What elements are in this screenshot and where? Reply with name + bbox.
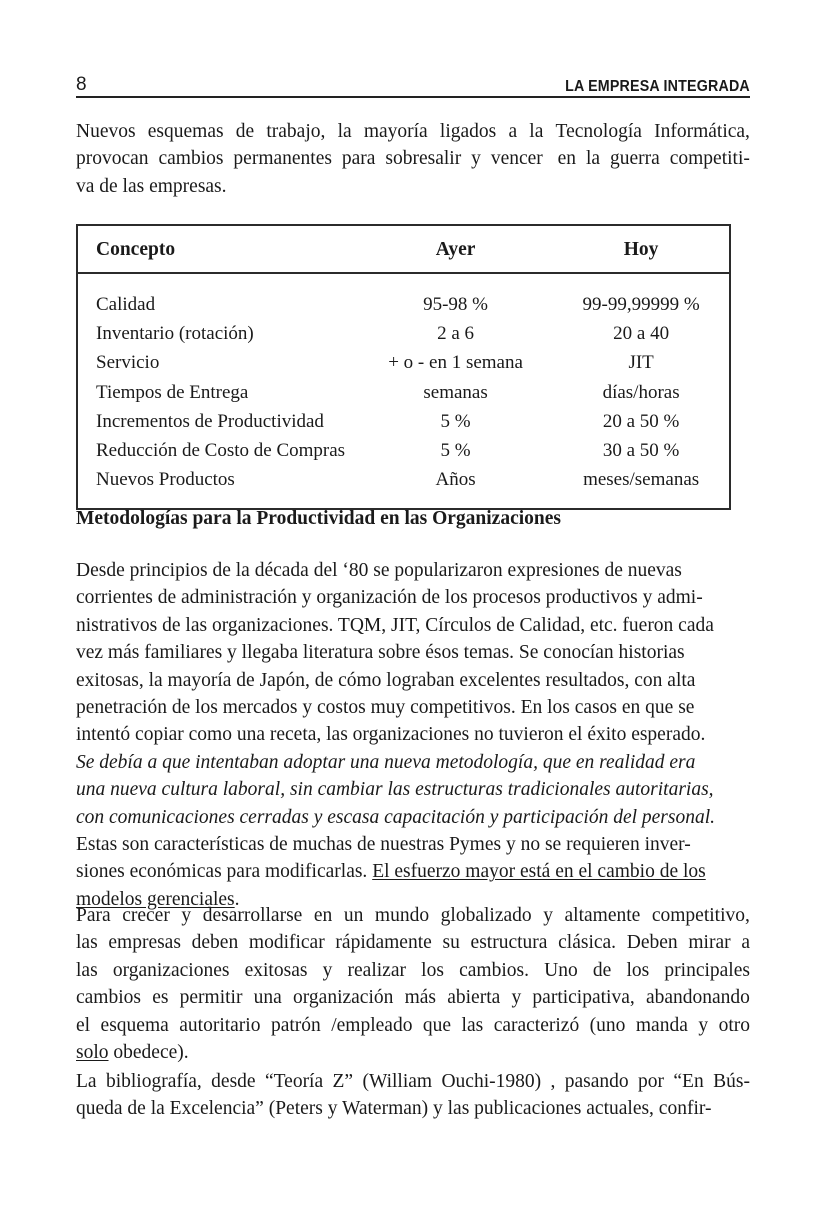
table-header-row <box>78 226 729 273</box>
paragraph-methodologies <box>76 557 750 913</box>
cell-ayer: 5 % <box>440 410 471 432</box>
paragraph-line: nistrativos de las organizaciones. TQM, JIT, Círculos de Calidad, etc. fueron cada <box>76 614 714 636</box>
paragraph-growth <box>76 902 750 1066</box>
paragraph-line: exitosas, la mayoría de Japón, de cómo lograban excelentes resultados, con alta <box>76 669 696 691</box>
paragraph-bibliography <box>76 1068 750 1123</box>
table-row <box>78 378 729 407</box>
page-number: 8 <box>76 74 87 95</box>
paragraph-line: vez más familiares y llegaba literatura sobre ésos temas. Se conocían historias <box>76 642 685 664</box>
paragraph-line: cambios es permitir una organización más abierta y participativa, abandonando <box>76 987 750 1009</box>
table-header-concepto: Concepto <box>78 226 358 273</box>
paragraph-line-italic: una nueva cultura laboral, sin cambiar las estructuras tradicionales autoritarias, <box>76 779 714 801</box>
plain-run: siones económicas para modificarlas. <box>76 861 373 883</box>
table-row <box>78 407 729 436</box>
cell-ayer: 5 % <box>440 439 471 461</box>
cell-ayer: + o - en 1 semana <box>388 352 523 374</box>
cell-ayer: semanas <box>423 381 488 403</box>
book-title-header: LA EMPRESA INTEGRADA <box>565 77 750 95</box>
comparison-table <box>78 226 729 508</box>
paragraph-line: Desde principios de la década del ‘80 se popularizaron expresiones de nuevas <box>76 560 682 581</box>
cell-hoy: 20 a 40 <box>613 323 670 345</box>
paragraph-line: Para crecer y desarrollarse en un mundo globalizado y altamente competitivo, <box>76 905 750 926</box>
cell-hoy: 99-99,99999 % <box>582 294 700 315</box>
cell-concepto: Servicio <box>96 352 160 374</box>
table-row <box>78 436 729 465</box>
table-header-hoy: Hoy <box>553 226 729 273</box>
intro-line-2: provocan cambios permanentes para sobresalir y vencer en la guerra competiti- <box>76 148 750 170</box>
plain-run: . <box>234 888 240 910</box>
underlined-run: modelos gerenciales <box>76 888 235 910</box>
table-row <box>78 320 729 349</box>
cell-concepto: Tiempos de Entrega <box>96 381 249 403</box>
cell-concepto: Incrementos de Productividad <box>96 410 324 432</box>
paragraph-line-mixed <box>76 858 750 885</box>
cell-hoy: 30 a 50 % <box>602 439 680 461</box>
paragraph-line: queda de la Excelencia” (Peters y Waterman) y las publicaciones actuales, confir- <box>76 1098 712 1120</box>
paragraph-line: Estas son características de muchas de nuestras Pymes y no se requieren inver- <box>76 834 691 856</box>
page-running-head <box>76 68 750 98</box>
section-heading: Metodologías para la Productividad en las Organizaciones <box>76 508 561 529</box>
underlined-run: solo <box>76 1042 109 1064</box>
cell-concepto: Reducción de Costo de Compras <box>96 439 346 461</box>
intro-line-3: va de las empresas. <box>76 175 227 197</box>
cell-hoy: JIT <box>628 352 654 374</box>
cell-concepto: Nuevos Productos <box>96 469 235 491</box>
paragraph-line: La bibliografía, desde “Teoría Z” (William Ouchi-1980) , pasando por “En Bús- <box>76 1071 750 1092</box>
cell-hoy: 20 a 50 % <box>602 410 680 432</box>
cell-hoy: días/horas <box>602 381 680 403</box>
cell-ayer: 2 a 6 <box>437 323 475 345</box>
table-row <box>78 466 729 509</box>
cell-concepto: Inventario (rotación) <box>96 323 254 345</box>
comparison-table-container <box>76 224 731 510</box>
cell-hoy: meses/semanas <box>583 469 700 491</box>
table-header-ayer: Ayer <box>358 226 553 273</box>
table-row <box>78 273 729 320</box>
intro-line-1: Nuevos esquemas de trabajo, la mayoría ligados a la Tecnología Informática, <box>76 121 750 142</box>
paragraph-line: penetración de los mercados y costos muy competitivos. En los casos en que se <box>76 697 695 719</box>
paragraph-line: las empresas deben modificar rápidamente su estructura clásica. Deben mirar a <box>76 932 750 954</box>
intro-paragraph <box>76 118 750 200</box>
table-row <box>78 349 729 378</box>
underlined-run: El esfuerzo mayor está en el cambio de los <box>372 861 706 883</box>
paragraph-line: intentó copiar como una receta, las organizaciones no tuvieron el éxito esperado. <box>76 724 706 746</box>
cell-concepto: Calidad <box>96 294 156 315</box>
paragraph-line-italic: Se debía a que intentaban adoptar una nueva metodología, que en realidad era <box>76 751 696 773</box>
cell-ayer: 95-98 % <box>423 294 489 315</box>
paragraph-line-italic: con comunicaciones cerradas y escasa capacitación y participación del personal. <box>76 806 716 828</box>
paragraph-line: el esquema autoritario patrón /empleado que las caracterizó (uno manda y otro <box>76 1014 750 1036</box>
paragraph-line-mixed <box>76 1039 750 1066</box>
paragraph-line: las organizaciones exitosas y realizar los cambios. Uno de los principales <box>76 959 750 981</box>
cell-ayer: Años <box>435 469 476 491</box>
plain-run: obedece). <box>108 1042 189 1064</box>
paragraph-line: corrientes de administración y organización de los procesos productivos y admi- <box>76 587 703 609</box>
